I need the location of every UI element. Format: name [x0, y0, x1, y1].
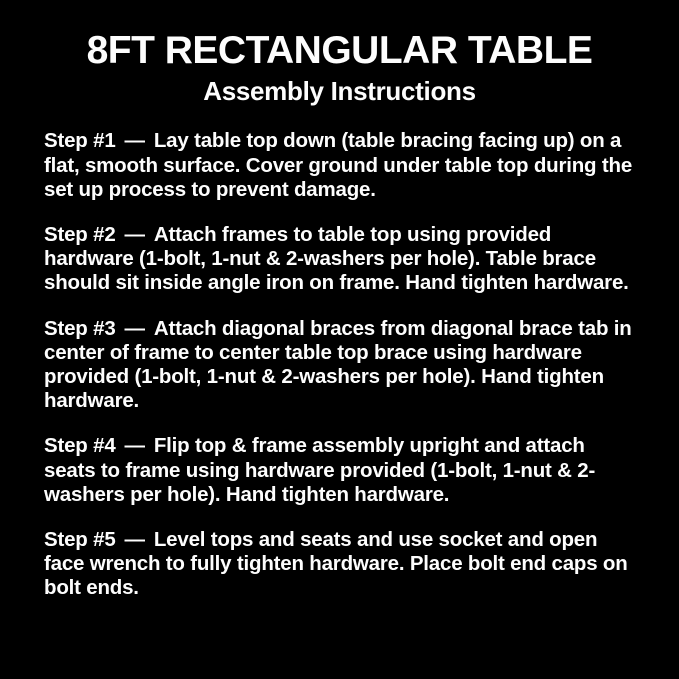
step-4-label: Step #4: [44, 434, 116, 458]
step-4-text: Flip top & frame assembly upright and attach seats to frame using hardware provided (1-bolt, 1-nut & 2-washers per hole). Hand tighten hardware.: [44, 434, 596, 506]
step-1-label: Step #1: [44, 129, 116, 153]
step-2-paragraph: [44, 223, 635, 296]
step-5-label: Step #5: [44, 527, 116, 551]
step-1-paragraph: [44, 129, 635, 202]
step-1-text: Lay table top down (table bracing facing up) on a flat, smooth surface. Cover ground under table top during the set up process to prevent damage.: [44, 129, 633, 201]
step-2-text: Attach frames to table top using provided hardware (1-bolt, 1-nut & 2-washers per hole). Table brace should sit inside angle iron on frame. Hand tighten hardware.: [44, 223, 629, 295]
step-4-dash: —: [124, 434, 145, 458]
step-3-text: Attach diagonal braces from diagonal brace tab in center of frame to center table top brace using hardware provided (1-bolt, 1-nut & 2-washers per hole). Hand tighten hardware.: [44, 316, 632, 413]
poster-header: [44, 30, 635, 105]
step-3-label: Step #3: [44, 316, 116, 340]
step-5-paragraph: [44, 528, 635, 601]
step-4-paragraph: [44, 434, 635, 507]
steps-list: [44, 129, 635, 600]
step-5-dash: —: [124, 527, 145, 551]
step-2-label: Step #2: [44, 223, 116, 247]
step-3-paragraph: [44, 317, 635, 414]
step-3-dash: —: [124, 316, 145, 340]
page-title: 8FT RECTANGULAR TABLE: [86, 29, 593, 72]
page-subtitle: Assembly Instructions: [203, 75, 476, 106]
step-5-text: Level tops and seats and use socket and open face wrench to fully tighten hardware. Place bolt end caps on bolt ends.: [44, 527, 628, 600]
step-1-dash: —: [124, 129, 145, 153]
step-2-dash: —: [124, 223, 145, 247]
